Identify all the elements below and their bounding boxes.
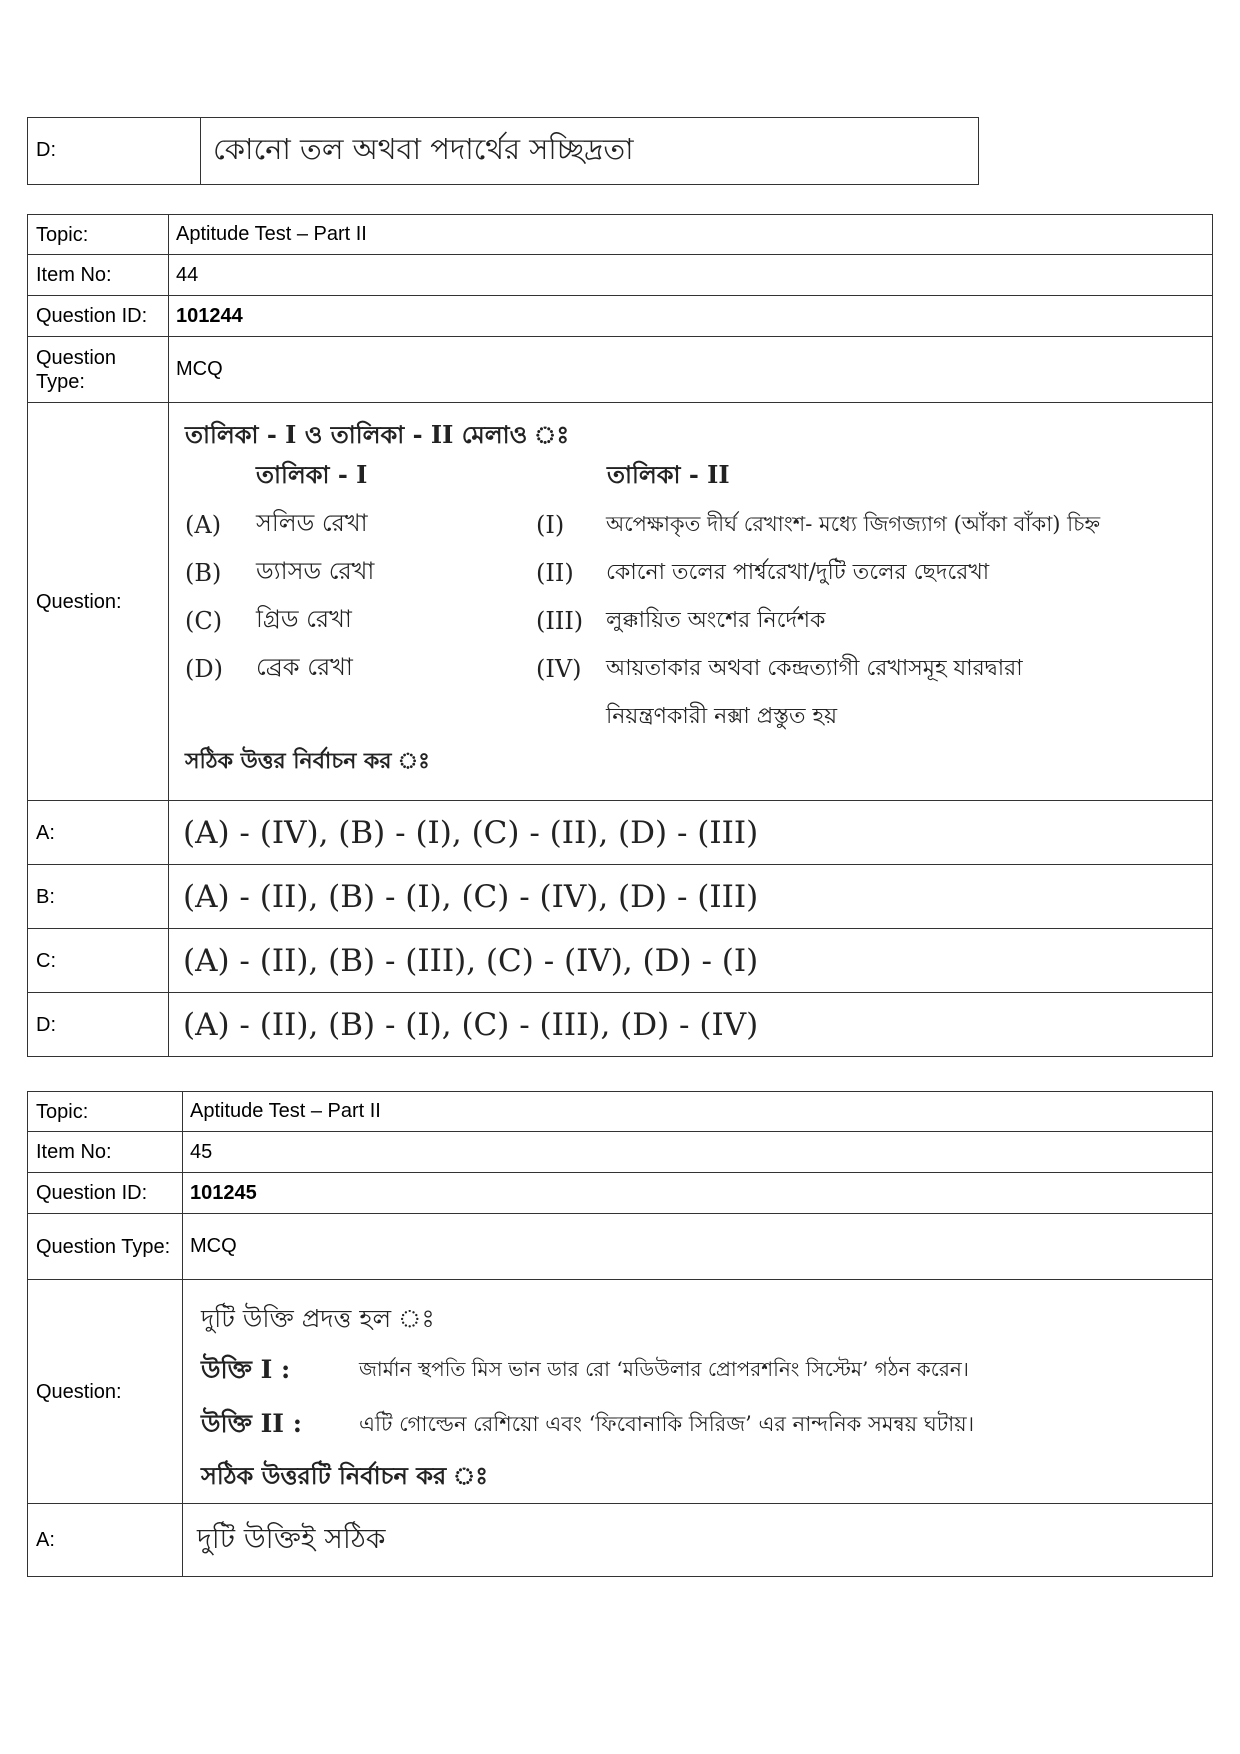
statement-1-label: উক্তি I : xyxy=(201,1354,291,1384)
question-id-value: 101245 xyxy=(183,1173,1213,1214)
list2-key: (II) xyxy=(536,559,574,587)
list2-value: কোনো তলের পার্শ্বরেখা/দুটি তলের ছেদরেখা xyxy=(606,559,990,585)
option-label: A: xyxy=(28,1504,183,1577)
list2-key: (III) xyxy=(536,607,584,635)
question-id-label: Question ID: xyxy=(28,1173,183,1214)
question-label: Question: xyxy=(28,1280,183,1504)
list1-heading: তালিকা - I xyxy=(256,460,368,489)
list1-value: গ্রিড রেখা xyxy=(256,605,352,633)
question-type-label: Question Type: xyxy=(28,337,169,403)
statement-2 xyxy=(201,1398,1212,1452)
list1-key: (C) xyxy=(185,607,223,635)
question-body xyxy=(169,403,1213,801)
question-id-value: 101244 xyxy=(169,296,1213,337)
list1-value: সলিড রেখা xyxy=(256,509,368,537)
item-no-value: 44 xyxy=(169,255,1213,296)
question-body xyxy=(183,1280,1213,1504)
list1-key: (A) xyxy=(185,511,222,539)
match-row-continuation xyxy=(185,693,1212,741)
item-no-label: Item No: xyxy=(28,255,169,296)
list2-key: (I) xyxy=(536,511,565,539)
question-intro: তালিকা - I ও তালিকা - II মেলাও ঃ xyxy=(185,420,570,449)
list2-value-continuation: নিয়ন্ত্রণকারী নক্সা প্রস্তুত হয় xyxy=(606,704,838,729)
answer-instruction: সঠিক উত্তর নির্বাচন কর ঃ xyxy=(185,748,430,774)
list2-value: আয়তাকার অথবা কেন্দ্রত্যাগী রেখাসমূহ যারদ্বারা xyxy=(606,655,1023,681)
match-row xyxy=(185,645,1212,693)
item-no-value: 45 xyxy=(183,1132,1213,1173)
answer-instruction: সঠিক উত্তরটি নির্বাচন কর ঃ xyxy=(201,1461,489,1490)
list1-value: ড্যাসড রেখা xyxy=(256,557,375,585)
option-a-text: (A) - (IV), (B) - (I), (C) - (II), (D) - (III) xyxy=(169,801,1213,865)
option-d-text: (A) - (II), (B) - (I), (C) - (III), (D) - (IV) xyxy=(169,993,1213,1057)
topic-label: Topic: xyxy=(28,1092,183,1132)
match-row xyxy=(185,549,1212,597)
statement-2-label: উক্তি II : xyxy=(201,1408,302,1438)
question-type-label: Question Type: xyxy=(28,1214,183,1280)
list2-value: অপেক্ষাকৃত দীর্ঘ রেখাংশ- মধ্যে জিগজ্যাগ (আঁকা বাঁকা) চিহ্ন xyxy=(606,511,1101,536)
list1-key: (D) xyxy=(185,655,223,683)
question-id-label: Question ID: xyxy=(28,296,169,337)
question-type-value: MCQ xyxy=(183,1214,1213,1280)
statement-2-text: এটি গোল্ডেন রেশিয়ো এবং ‘ফিবোনাকি সিরিজ’ এর নান্দনিক সমন্বয় ঘটায়। xyxy=(359,1411,975,1436)
list2-key: (IV) xyxy=(536,655,582,683)
list-headings xyxy=(185,453,1212,501)
option-c-text: (A) - (II), (B) - (III), (C) - (IV), (D) - (I) xyxy=(169,929,1213,993)
question-label: Question: xyxy=(28,403,169,801)
question-intro: দুটি উক্তি প্রদত্ত হল ঃ xyxy=(201,1304,435,1333)
option-text: কোনো তল অথবা পদার্থের সচ্ছিদ্রতা xyxy=(201,118,979,185)
question-table-44 xyxy=(27,214,1213,1057)
option-label: B: xyxy=(28,865,169,929)
list1-key: (B) xyxy=(185,559,222,587)
question-type-value: MCQ xyxy=(169,337,1213,403)
previous-option-table xyxy=(27,117,979,185)
match-row xyxy=(185,501,1212,549)
option-b-text: (A) - (II), (B) - (I), (C) - (IV), (D) - (III) xyxy=(169,865,1213,929)
option-label: D: xyxy=(28,118,201,185)
question-table-45 xyxy=(27,1091,1213,1577)
list2-value: লুক্কায়িত অংশের নির্দেশক xyxy=(606,607,826,633)
list2-heading: তালিকা - II xyxy=(607,460,730,489)
topic-value: Aptitude Test – Part II xyxy=(169,215,1213,255)
topic-value: Aptitude Test – Part II xyxy=(183,1092,1213,1132)
option-label: A: xyxy=(28,801,169,865)
item-no-label: Item No: xyxy=(28,1132,183,1173)
option-label: D: xyxy=(28,993,169,1057)
topic-label: Topic: xyxy=(28,215,169,255)
option-label: C: xyxy=(28,929,169,993)
statement-1 xyxy=(201,1344,1212,1398)
list1-value: ব্রেক রেখা xyxy=(256,653,353,681)
match-row xyxy=(185,597,1212,645)
statement-1-text: জার্মান স্থপতি মিস ভান ডার রো ‘মডিউলার প্রোপরশনিং সিস্টেম’ গঠন করেন। xyxy=(359,1356,969,1381)
match-question xyxy=(185,417,1212,453)
option-a-text: দুটি উক্তিই সঠিক xyxy=(183,1504,1213,1577)
